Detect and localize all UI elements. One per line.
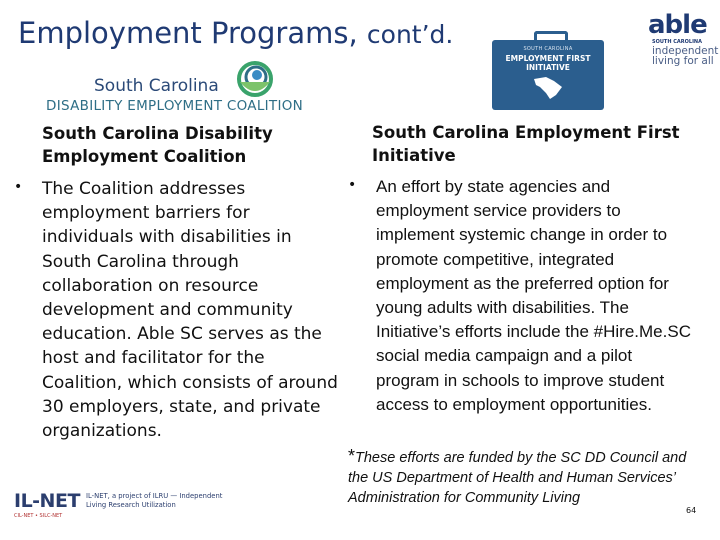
swirl-icon (236, 60, 274, 98)
ilnet-logo-url: CIL-NET • SILC-NET (14, 513, 63, 519)
ef-logo-line1: SOUTH CAROLINA (523, 46, 573, 52)
ilnet-logo-tagline: IL-NET, a project of ILRU — Independent Living Research Utilization (86, 492, 223, 509)
briefcase-handle-icon (534, 31, 568, 44)
bullet-icon: • (14, 179, 23, 195)
ilnet-logo (10, 488, 240, 524)
employment-first-bullet-text: An effort by state agencies and employment service providers to implement systemic change in order to promote competitive, integrated employment as the preferred option for young adults with disabilities. The Initiative’s efforts include the #Hire.Me.SC social media campaign and a pilot program in schools to improve student access to employment opportunities. (376, 177, 691, 414)
ilnet-logo-name: IL-NET (14, 490, 80, 512)
scdec-logo-tagline: DISABILITY EMPLOYMENT COALITION (46, 98, 304, 114)
employment-first-heading: South Carolina Employment First Initiative (372, 123, 680, 165)
page-number: 64 (686, 506, 697, 515)
scdec-logo (40, 58, 330, 118)
scdec-logo-name: South Carolina (94, 76, 219, 96)
sc-state-map-icon (532, 75, 564, 101)
footnote-star: * (348, 446, 356, 466)
able-logo-tagline: independent living for all (652, 45, 719, 67)
employment-first-bullet (348, 175, 700, 417)
title-main: Employment Programs, (18, 16, 358, 50)
scdec-bullet (14, 177, 344, 443)
title-suffix: cont’d. (366, 20, 454, 49)
able-logo-sub: SOUTH CAROLINA (652, 39, 702, 45)
employment-first-logo (492, 40, 604, 110)
slide-title (18, 16, 453, 50)
bullet-icon: • (348, 177, 357, 193)
funding-footnote (348, 446, 708, 508)
ef-logo-line2: EMPLOYMENT FIRST INITIATIVE (505, 54, 591, 72)
scdec-bullet-text: The Coalition addresses employment barriers for individuals with disabilities in South Carolina through collaboration on resource development and community education. Able SC serves as the host and facilitator for the Coalition, which consists of around 30 employers, state, and private organizations. (42, 179, 338, 442)
footnote-text: These efforts are funded by the SC DD Council and the US Department of Health and Human Services’ Administration for Community Living (348, 450, 687, 506)
able-logo-word: able (648, 10, 707, 40)
scdec-heading: South Carolina Disability Employment Coalition (42, 124, 273, 166)
